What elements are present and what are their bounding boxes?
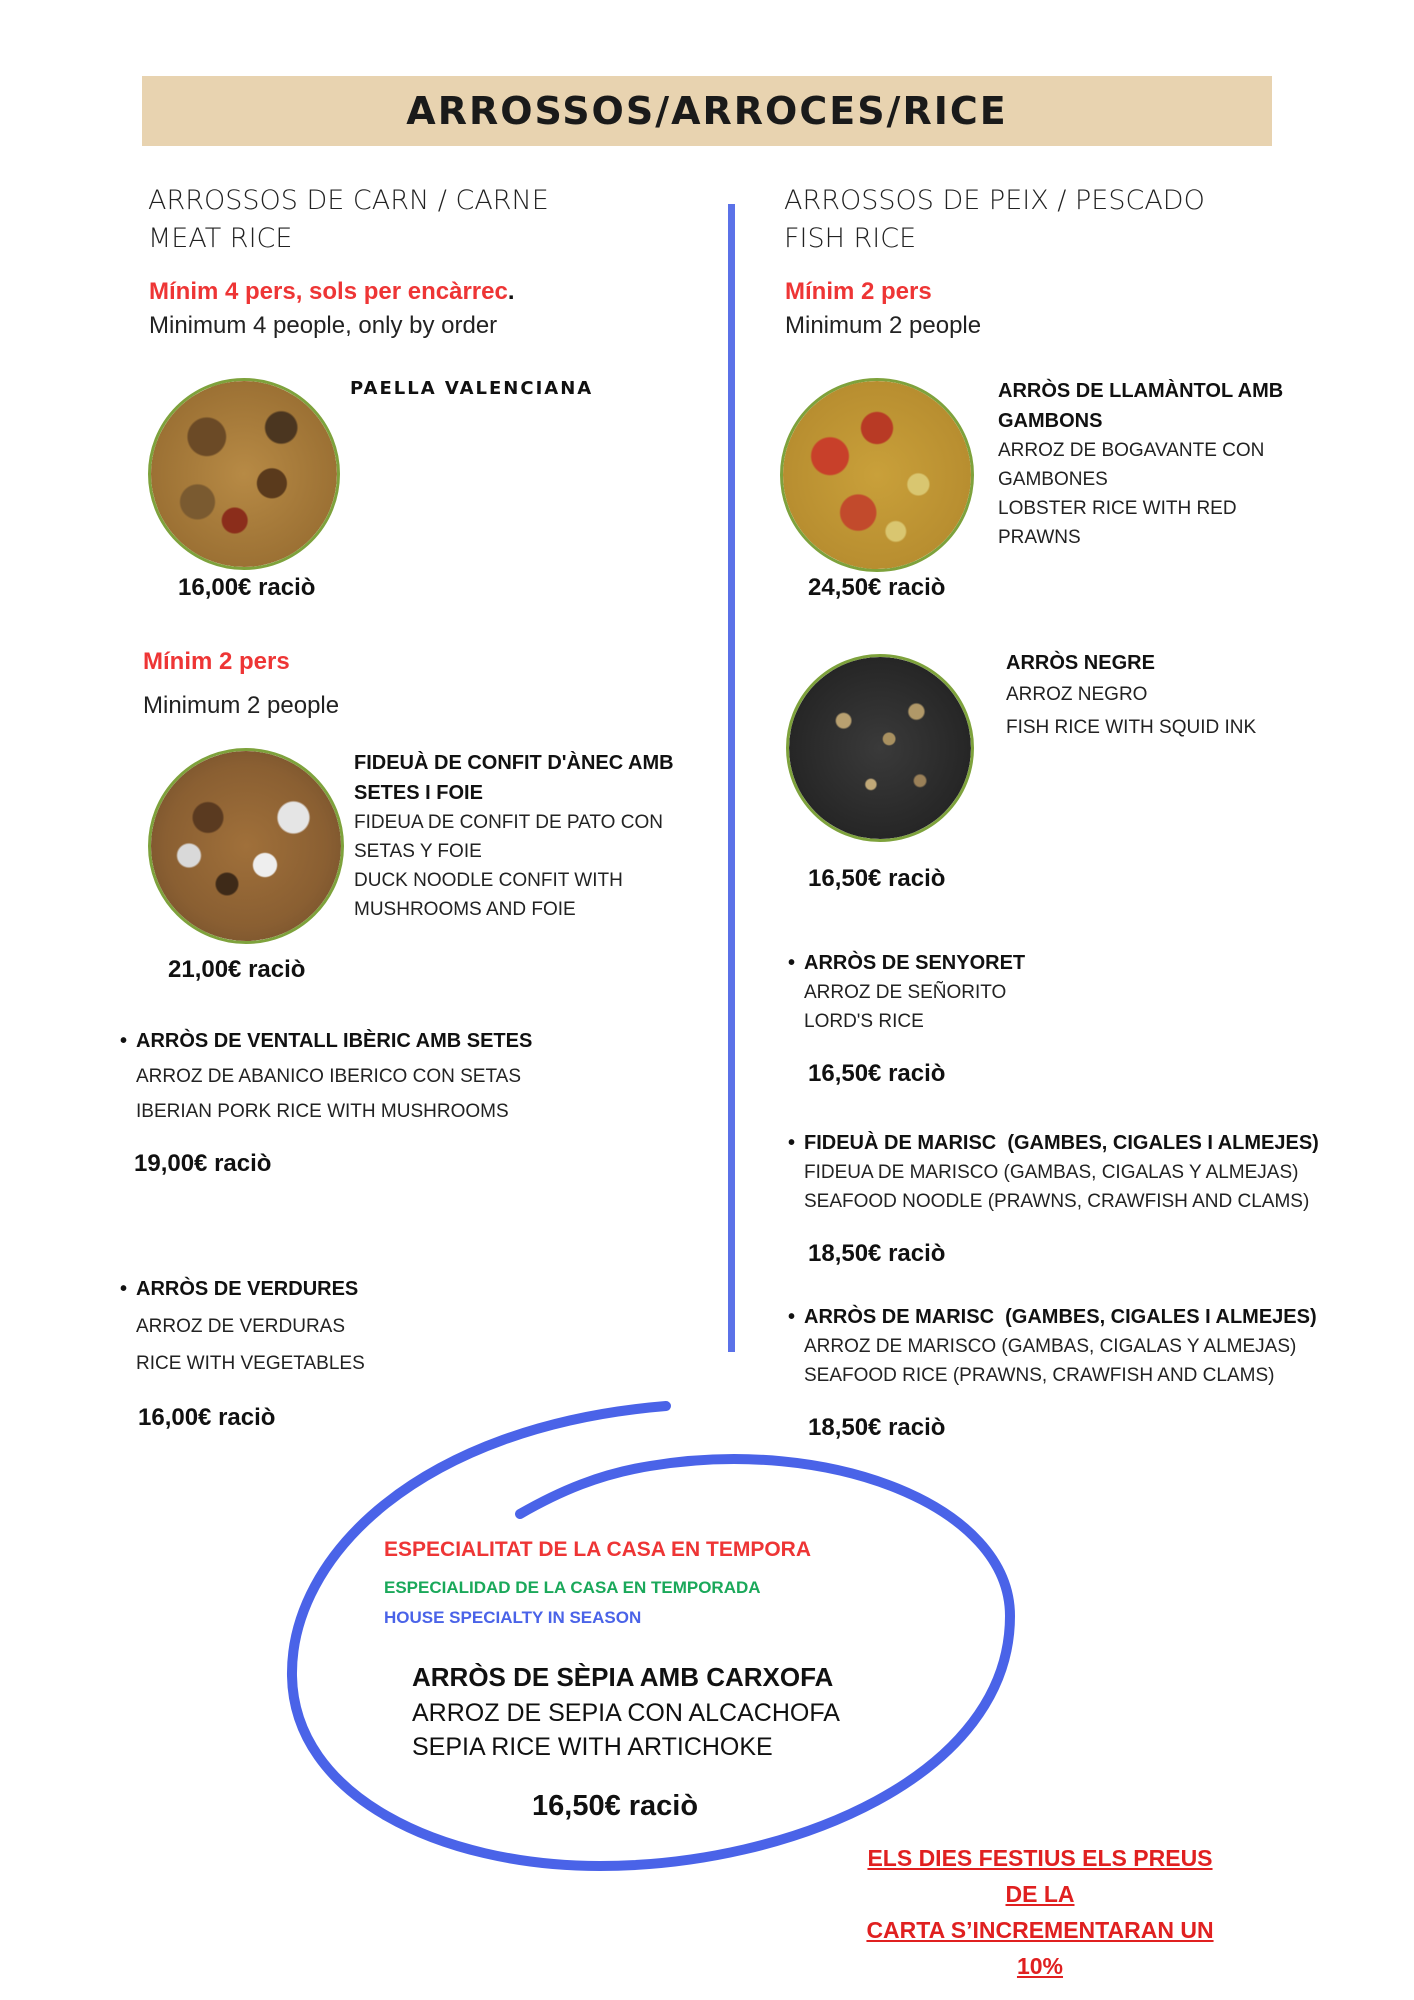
holiday-price-note xyxy=(850,1840,1230,1984)
fideua-marisc-es: FIDEUA DE MARISCO (GAMBAS, CIGALAS Y ALMEJAS) xyxy=(804,1162,1299,1183)
specialty-title: ARRÒS DE SÈPIA AMB CARXOFA xyxy=(412,1662,834,1692)
arros-marisc-title: • ARRÒS DE MARISC (GAMBES, CIGALES I ALMEJES) xyxy=(804,1302,1317,1332)
verdures-en: RICE WITH VEGETABLES xyxy=(136,1353,365,1374)
llamantol-en-line1: LOBSTER RICE WITH RED xyxy=(998,498,1237,519)
arros-marisc-en: SEAFOOD RICE (PRAWNS, CRAWFISH AND CLAMS) xyxy=(804,1365,1275,1386)
meat-heading-line1: ARROSSOS DE CARN / CARNE xyxy=(148,185,549,216)
ventall-es: ARROZ DE ABANICO IBERICO CON SETAS xyxy=(136,1066,521,1087)
verdures-price: 16,00€ raciò xyxy=(138,1404,276,1431)
ventall-title: • ARRÒS DE VENTALL IBÈRIC AMB SETES xyxy=(136,1026,532,1056)
senyoret-price: 16,50€ raciò xyxy=(808,1060,946,1087)
verdures-title: • ARRÒS DE VERDURES xyxy=(136,1274,365,1304)
specialty-label-ca: ESPECIALITAT DE LA CASA EN TEMPORA xyxy=(384,1538,812,1561)
fish-minimum-red: Mínim 2 pers xyxy=(785,278,932,305)
fish-minimum-note xyxy=(785,278,981,340)
arros-negre-es: ARROZ NEGRO xyxy=(1006,684,1148,705)
specialty-price: 16,50€ raciò xyxy=(532,1790,699,1822)
specialty-label-en: HOUSE SPECIALTY IN SEASON xyxy=(384,1608,642,1627)
arros-negre-title: ARRÒS NEGRE xyxy=(1006,652,1155,674)
llamantol-title-line1: ARRÒS DE LLAMÀNTOL AMB xyxy=(998,380,1284,402)
fideua-minimum-en: Minimum 2 people xyxy=(143,692,340,719)
senyoret-en: LORD'S RICE xyxy=(804,1011,924,1032)
meat-section-heading xyxy=(148,182,549,258)
fideua-confit-es-line1: FIDEUA DE CONFIT DE PATO CON xyxy=(354,812,663,833)
fideua-marisc-price: 18,50€ raciò xyxy=(808,1240,946,1267)
arros-negre-en: FISH RICE WITH SQUID INK xyxy=(1006,717,1257,738)
fideua-confit-photo xyxy=(148,748,344,944)
arros-marisc-es: ARROZ DE MARISCO (GAMBAS, CIGALAS Y ALMEJAS) xyxy=(804,1336,1297,1357)
fish-heading-line1: ARROSSOS DE PEIX / PESCADO xyxy=(784,185,1205,216)
paella-valenciana-photo xyxy=(148,378,340,570)
meat-minimum-red: Mínim 4 pers, sols per encàrrec xyxy=(149,278,508,305)
arros-negre-text xyxy=(1006,648,1256,742)
specialty-es: ARROZ DE SEPIA CON ALCACHOFA xyxy=(412,1699,840,1727)
paella-valenciana-title: PAELLA VALENCIANA xyxy=(350,378,594,399)
llamantol-text xyxy=(998,376,1283,552)
specialty-en: SEPIA RICE WITH ARTICHOKE xyxy=(412,1733,773,1761)
llamantol-photo xyxy=(780,378,974,572)
fish-section-heading xyxy=(784,182,1205,258)
meat-minimum-en: Minimum 4 people, only by order xyxy=(149,312,498,339)
fideua-marisc-title: • FIDEUÀ DE MARISC (GAMBES, CIGALES I ALMEJES) xyxy=(804,1128,1319,1158)
senyoret-title: • ARRÒS DE SENYORET xyxy=(804,948,1025,978)
column-divider xyxy=(728,204,735,1352)
holiday-note-line1: ELS DIES FESTIUS ELS PREUS DE LA xyxy=(867,1845,1213,1907)
specialty-dish xyxy=(412,1658,840,1764)
verdures-item xyxy=(136,1274,365,1378)
senyoret-es: ARROZ DE SEÑORITO xyxy=(804,982,1007,1003)
specialty-label-es: ESPECIALIDAD DE LA CASA EN TEMPORADA xyxy=(384,1578,761,1597)
fish-minimum-en: Minimum 2 people xyxy=(785,312,982,339)
menu-title-banner xyxy=(142,76,1272,146)
meat-minimum-note xyxy=(149,278,515,340)
fideua-marisc-item xyxy=(804,1128,1319,1216)
llamantol-en-line2: PRAWNS xyxy=(998,527,1081,548)
arros-marisc-price: 18,50€ raciò xyxy=(808,1414,946,1441)
fideua-minimum-red: Mínim 2 pers xyxy=(143,648,290,675)
ventall-price: 19,00€ raciò xyxy=(134,1150,272,1177)
arros-marisc-item xyxy=(804,1302,1317,1390)
llamantol-price: 24,50€ raciò xyxy=(808,574,946,601)
senyoret-item xyxy=(804,948,1025,1036)
fideua-confit-price: 21,00€ raciò xyxy=(168,956,306,983)
fideua-marisc-en: SEAFOOD NOODLE (PRAWNS, CRAWFISH AND CLAMS) xyxy=(804,1191,1310,1212)
llamantol-es-line2: GAMBONES xyxy=(998,469,1108,490)
paella-valenciana-price: 16,00€ raciò xyxy=(178,574,316,601)
arros-negre-price: 16,50€ raciò xyxy=(808,865,946,892)
fideua-confit-text xyxy=(354,748,674,924)
llamantol-es-line1: ARROZ DE BOGAVANTE CON xyxy=(998,440,1265,461)
fideua-confit-es-line2: SETAS Y FOIE xyxy=(354,841,482,862)
llamantol-title-line2: GAMBONS xyxy=(998,410,1103,432)
holiday-note-line2: CARTA S’INCREMENTARAN UN 10% xyxy=(866,1917,1214,1979)
meat-minimum-dot: . xyxy=(507,278,515,305)
fideua-confit-en-line2: MUSHROOMS AND FOIE xyxy=(354,899,576,920)
fish-heading-line2: FISH RICE xyxy=(784,223,917,254)
ventall-item xyxy=(136,1026,532,1126)
meat-heading-line2: MEAT RICE xyxy=(148,223,293,254)
verdures-es: ARROZ DE VERDURAS xyxy=(136,1316,346,1337)
arros-negre-photo xyxy=(786,654,974,842)
page-title: ARROSSOS/ARROCES/RICE xyxy=(406,89,1008,133)
fideua-confit-en-line1: DUCK NOODLE CONFIT WITH xyxy=(354,870,623,891)
fideua-confit-title-line2: SETES I FOIE xyxy=(354,782,483,804)
ventall-en: IBERIAN PORK RICE WITH MUSHROOMS xyxy=(136,1101,509,1122)
fideua-confit-title-line1: FIDEUÀ DE CONFIT D'ÀNEC AMB xyxy=(354,752,674,774)
